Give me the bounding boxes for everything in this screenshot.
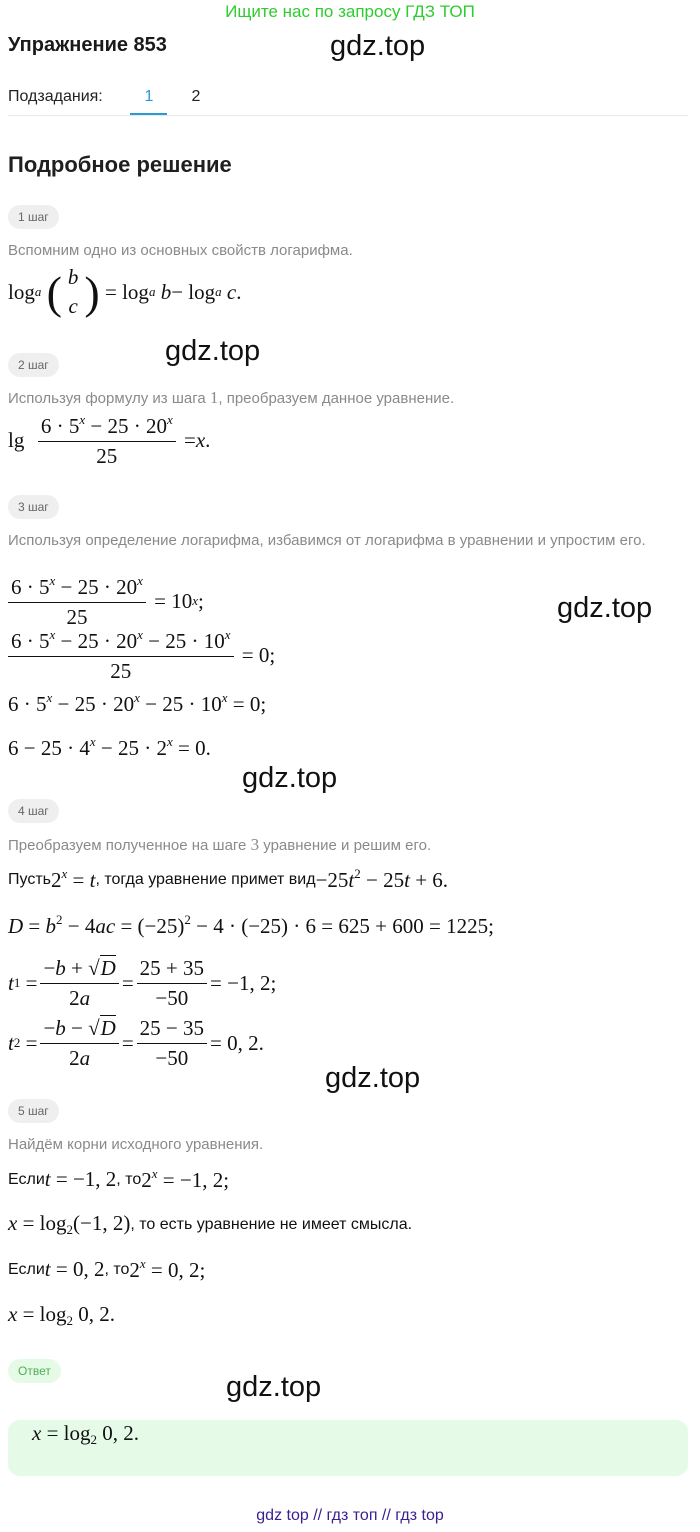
section-title: Подробное решение <box>8 152 232 177</box>
step-badge: 4 шаг <box>8 799 59 823</box>
step-badge: 3 шаг <box>8 495 59 519</box>
step-text: Преобразуем полученное на шаге 3 уравнение и решим его. <box>8 835 432 854</box>
tabs-divider <box>8 115 688 116</box>
answer-formula: $x = \log_2 0$, 2. <box>32 1421 140 1447</box>
active-tab-indicator <box>130 113 167 115</box>
page-title: Упражнение 853 <box>8 34 167 56</box>
step-text: Используя определение логарифма, избавимся от логарифма в уравнении и упростим его. <box>8 532 646 549</box>
watermark: gdz.top <box>165 335 261 367</box>
formula-step2: lg $\frac{6 \cdot 5^x - 25 \cdot 20^x}{25}$ = x . <box>8 411 211 468</box>
formula-root-t2: t 2 = $\frac{-b - √D}{2a}$ = $\frac{25 - 35}{-50}$ = 0, 2. <box>8 1015 264 1070</box>
answer-badge: Ответ <box>8 1359 61 1383</box>
watermark: gdz.top <box>226 1371 322 1403</box>
step-text: Используя формулу из шага 1, преобразуем данное уравнение. <box>8 388 455 407</box>
search-banner: Ищите нас по запросу ГДЗ ТОП <box>225 2 475 21</box>
watermark: gdz.top <box>242 762 338 794</box>
formula-step3-line3: $6 \cdot 5^x - 25 \cdot 20^x - 25 \cdot 10^x = 0$; <box>8 690 267 716</box>
case-line-4: $x = \log_2 0$, 2. <box>8 1302 116 1328</box>
formula-step3-line4: $6 - 25 \cdot 4^x - 25 \cdot 2^x = 0$. <box>8 734 211 760</box>
watermark: gdz.top <box>330 30 426 62</box>
case-line-1: Если t = −1, 2 , то $2^x = -1$, 2; <box>8 1166 230 1192</box>
formula-log-quotient: log a ( b c ) = log a b − log a c . <box>8 265 242 318</box>
tab-subtask-2[interactable]: 2 <box>191 88 201 105</box>
tab-subtask-1[interactable]: 1 <box>144 88 154 105</box>
footer-links[interactable]: gdz top // гдз топ // гдз top <box>256 1507 444 1524</box>
formula-root-t1: t 1 = $\frac{-b + √D}{2a}$ = $\frac{25 + 35}{-50}$ = −1, 2; <box>8 955 277 1010</box>
substitution-line: Пусть $2^x = t$ , тогда уравнение примет вид $-25t^2 - 25t + 6$. <box>8 866 449 892</box>
case-line-3: Если t = 0, 2 , то $2^x = 0$, 2; <box>8 1256 206 1282</box>
step-text: Вспомним одно из основных свойств логарифма. <box>8 242 353 259</box>
watermark: gdz.top <box>557 592 653 624</box>
formula-discriminant: $D = b^2 - 4ac = (-25)^2 - 4 \cdot (-25) \cdot 6 = 625 + 600 = 1225$; <box>8 912 494 938</box>
step-badge: 2 шаг <box>8 353 59 377</box>
watermark: gdz.top <box>325 1062 421 1094</box>
formula-step3-line1: $\frac{6 \cdot 5^x - 25 \cdot 20^x}{25}$ = 10 x ; <box>8 573 204 629</box>
step-text: Найдём корни исходного уравнения. <box>8 1136 264 1153</box>
case-line-2: $x = \log_2(-1$, 2) , то есть уравнение не имеет смысла. <box>8 1211 413 1237</box>
step-badge: 1 шаг <box>8 205 59 229</box>
formula-step3-line2: $\frac{6 \cdot 5^x - 25 \cdot 20^x - 25 \cdot 10^x}{25}$ = 0; <box>8 627 275 683</box>
subtasks-label: Подзадания: <box>8 88 103 105</box>
step-badge: 5 шаг <box>8 1099 59 1123</box>
